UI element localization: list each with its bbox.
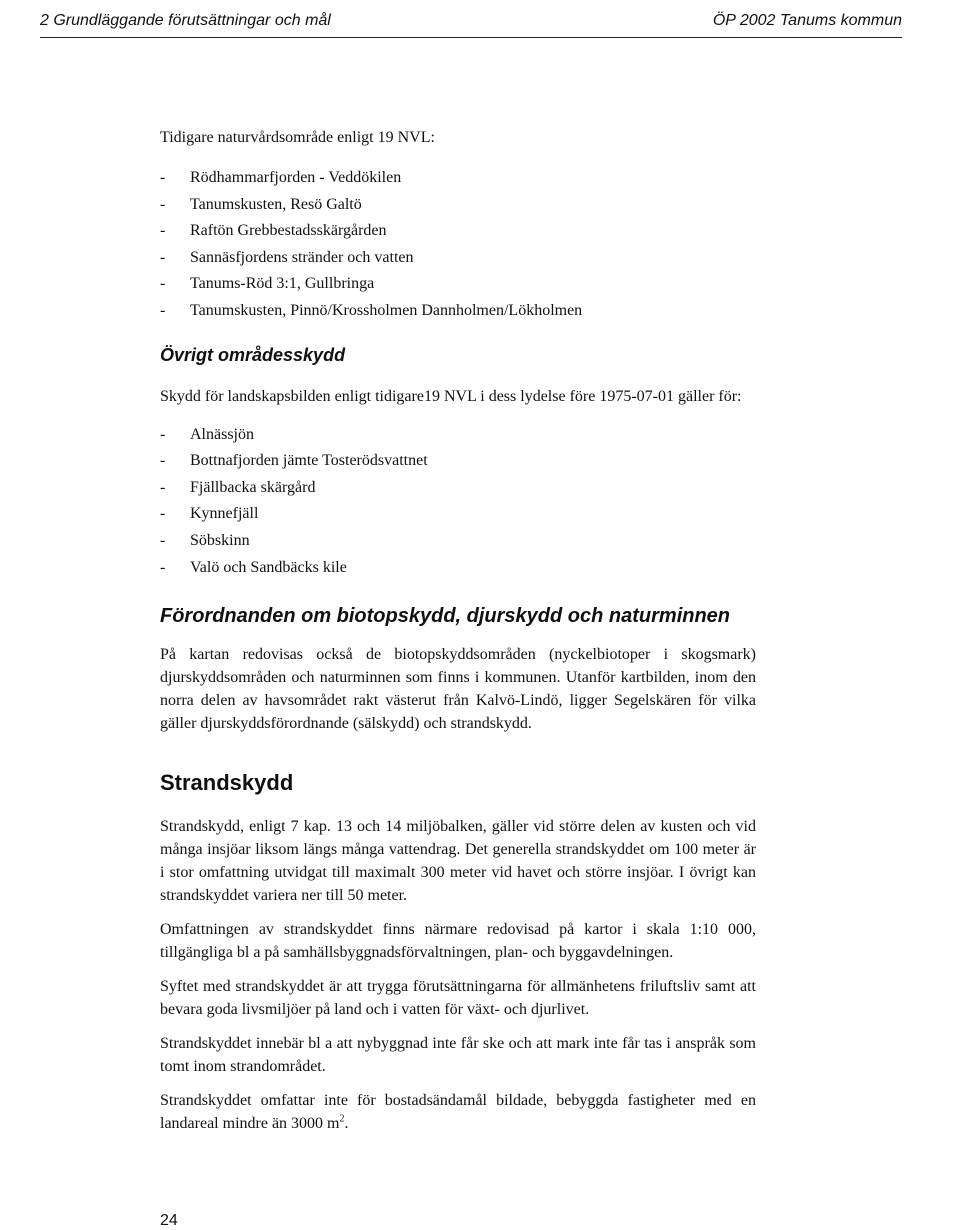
strandskydd-paragraph: Strandskyddet innebär bl a att nybyggnad inte får ske och att mark inte får tas i anspråk som tomt inom strandområdet. [160,1035,756,1076]
list-item-text: Tanums-Röd 3:1, Gullbringa [190,275,375,293]
list-item-text: Raftön Grebbestadsskärgården [190,222,387,240]
list-item [160,298,756,325]
header-chapter-title: 2 Grundläggande förutsättningar och mål [40,12,331,29]
ovrigt-list [160,422,756,582]
list-dash-marker: - [160,505,166,523]
forordnanden-heading: Förordnanden om biotopskydd, djurskydd och naturminnen [160,605,731,628]
ovrigt-heading: Övrigt områdesskydd [160,344,346,365]
list-dash-marker: - [160,558,166,576]
list-dash-marker: - [160,275,166,293]
strandskydd-heading: Strandskydd [160,770,294,796]
list-dash-marker: - [160,531,166,549]
nvl-list [160,165,756,325]
list-item [160,271,756,298]
strandskydd-paragraph: Omfattningen av strandskyddet finns närmare redovisad på kartor i skala 1:10 000, tillgängliga bl a på samhällsbyggnadsförvaltningen, plan- och byggavdelningen. [160,921,756,962]
list-item-text: Tanumskusten, Resö Galtö [190,195,362,213]
page-header [40,9,902,38]
list-item-text: Sannäsfjordens stränder och vatten [190,248,414,266]
list-item-text: Söbskinn [190,531,250,549]
list-item [160,218,756,245]
list-dash-marker: - [160,248,166,266]
list-item [160,165,756,192]
last-paragraph-end: . [344,1115,349,1133]
strandskydd-paragraph: Strandskydd, enligt 7 kap. 13 och 14 miljöbalken, gäller vid större delen av kusten och vid många insjöar liksom längs många vattendrag. Det generella strandskyddet om 100 meter är i stor omfattning utvidgat till maximalt 300 meter vid havet och större insjöar. I övrigt kan strandskyddet variera ner till 50 meter. [160,818,756,905]
list-item-text: Kynnefjäll [190,505,259,523]
list-item [160,475,756,502]
list-dash-marker: - [160,195,166,213]
forordnanden-text: På kartan redovisas också de biotopskyddsområden (nyckelbiotoper i skogsmark) djurskyddsområden och naturminnen som finns i kommunen. Utanför kartbilden, inom den norra delen av havsområdet rakt västerut från Kalvö-Lindö, ligger Segelskären för vilka gäller djurskyddsförordnande (sälskydd) och strandskydd. [160,646,756,733]
list-item [160,555,756,582]
list-dash-marker: - [160,301,166,319]
list-item [160,192,756,219]
nvl-intro: Tidigare naturvårdsområde enligt 19 NVL: [160,129,435,146]
page-number: 24 [160,1212,178,1229]
list-item [160,422,756,449]
list-item-text: Valö och Sandbäcks kile [190,558,347,576]
list-item-text: Tanumskusten, Pinnö/Krossholmen Dannholmen/Lökholmen [190,301,583,319]
list-item [160,528,756,555]
list-item-text: Fjällbacka skärgård [190,478,316,496]
superscript-2: 2 [339,1113,345,1125]
strandskydd-paragraph: Syftet med strandskyddet är att trygga förutsättningarna för allmänhetens friluftsliv samt att bevara goda livsmiljöer på land och i vatten för växt- och djurlivet. [160,978,756,1019]
list-item [160,448,756,475]
last-paragraph-text: Strandskyddet omfattar inte för bostadsändamål bildade, bebyggda fastigheter med en landareal mindre än 3000 m [160,1092,756,1133]
list-item [160,245,756,272]
list-item [160,501,756,528]
list-dash-marker: - [160,425,166,443]
strandskydd-last-paragraph [160,1089,756,1135]
list-dash-marker: - [160,452,166,470]
header-document-title: ÖP 2002 Tanums kommun [712,12,902,29]
list-item-text: Rödhammarfjorden - Veddökilen [190,169,402,186]
list-dash-marker: - [160,222,166,240]
list-item-text: Bottnafjorden jämte Tosterödsvattnet [190,452,428,470]
list-dash-marker: - [160,169,166,186]
list-dash-marker: - [160,478,166,496]
page-content [160,126,756,1135]
ovrigt-intro: Skydd för landskapsbilden enligt tidigare19 NVL i dess lydelse före 1975-07-01 gäller för: [160,387,742,405]
list-item-text: Alnässjön [190,425,254,443]
